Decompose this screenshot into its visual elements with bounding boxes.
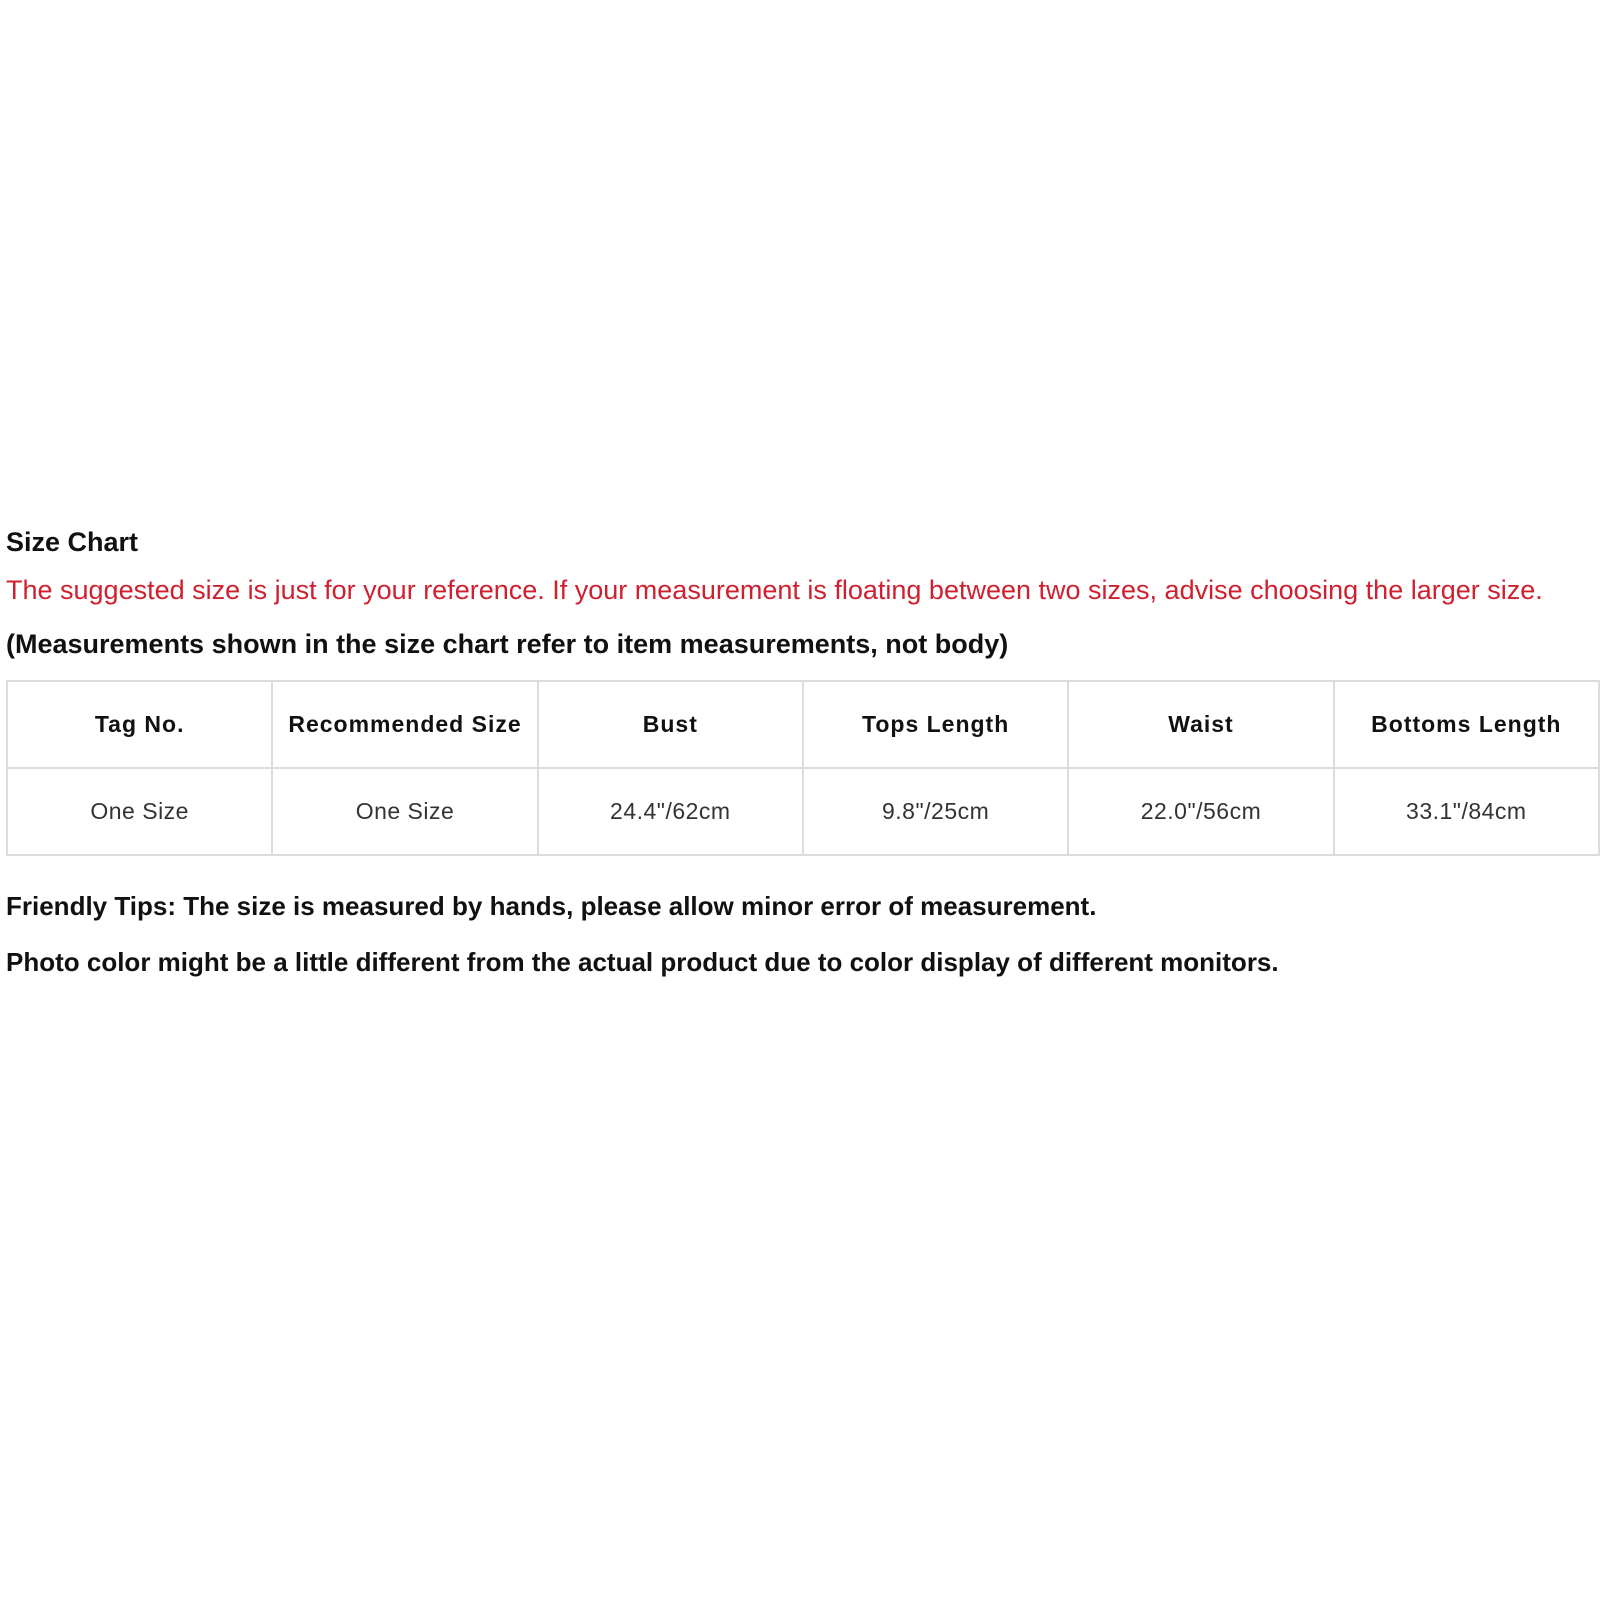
measurement-note: (Measurements shown in the size chart refer to item measurements, not body) — [6, 629, 1009, 659]
table-row — [7, 768, 1599, 855]
header-recommended-size: Recommended Size — [272, 681, 537, 768]
cell-bust: 24.4"/62cm — [538, 768, 803, 855]
header-waist: Waist — [1068, 681, 1333, 768]
photo-color-tip: Photo color might be a little different from the actual product due to color display of different monitors. — [6, 947, 1279, 977]
header-tag-no: Tag No. — [7, 681, 272, 768]
size-notice: The suggested size is just for your reference. If your measurement is floating between two sizes, advise choosing the larger size. — [6, 575, 1543, 605]
tips-section — [6, 878, 1596, 990]
table-header-row — [7, 681, 1599, 768]
friendly-tip: Friendly Tips: The size is measured by hands, please allow minor error of measurement. — [6, 891, 1097, 921]
header-bottoms-length: Bottoms Length — [1334, 681, 1599, 768]
cell-waist: 22.0"/56cm — [1068, 768, 1333, 855]
cell-bottoms-length: 33.1"/84cm — [1334, 768, 1599, 855]
cell-tops-length: 9.8"/25cm — [803, 768, 1068, 855]
size-chart-title: Size Chart — [6, 527, 139, 557]
size-chart-section — [6, 522, 1596, 990]
header-tops-length: Tops Length — [803, 681, 1068, 768]
cell-tag-no: One Size — [7, 768, 272, 855]
header-bust: Bust — [538, 681, 803, 768]
size-table — [6, 680, 1600, 856]
cell-recommended-size: One Size — [272, 768, 537, 855]
